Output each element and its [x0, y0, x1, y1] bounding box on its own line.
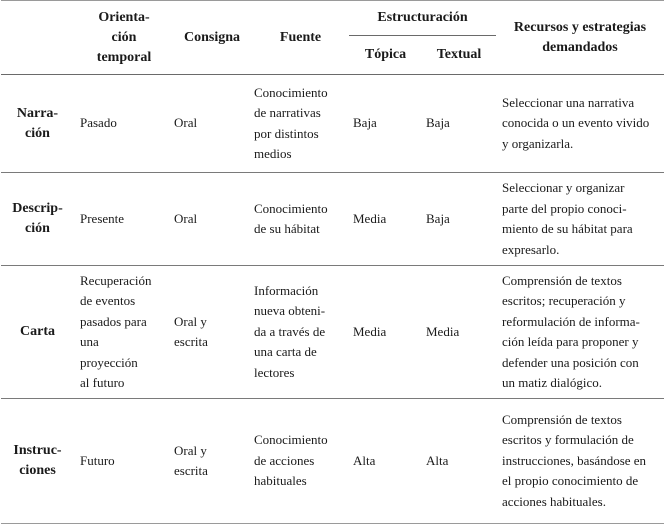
cell-fuente: Información nueva obteni- da a través de una carta de lectores [252, 266, 349, 399]
header-topica: Tópica [349, 36, 422, 75]
table-row [1, 266, 664, 399]
cell-recursos: Comprensión de textos escritos; recuperación y reformulación de informa- ción leída para proponer y defender una posición con un matiz dialógico. [496, 266, 664, 399]
cell-textual: Baja [422, 75, 496, 173]
header-consigna: Consigna [172, 1, 252, 75]
cell-consigna: Oral [172, 75, 252, 173]
cell-consigna: Oral y escrita [172, 399, 252, 524]
cell-recursos: Seleccionar una narrativa conocida o un evento vivido y organizarla. [496, 75, 664, 173]
cell-topica: Baja [349, 75, 422, 173]
cell-topica: Alta [349, 399, 422, 524]
row-label: Carta [1, 266, 76, 399]
header-recursos: Recursos y estrategias demandados [496, 1, 664, 75]
row-label: Narra- ción [1, 75, 76, 173]
cell-orientacion: Futuro [76, 399, 172, 524]
table-row [1, 75, 664, 173]
cell-orientacion: Presente [76, 173, 172, 266]
cell-fuente: Conocimiento de narrativas por distintos medios [252, 75, 349, 173]
header-blank [1, 1, 76, 75]
row-label: Instruc- ciones [1, 399, 76, 524]
cell-recursos: Seleccionar y organizar parte del propio conoci- miento de su hábitat para expresarlo. [496, 173, 664, 266]
cell-orientacion: Recuperación de eventos pasados para una proyección al futuro [76, 266, 172, 399]
cell-consigna: Oral y escrita [172, 266, 252, 399]
cell-textual: Alta [422, 399, 496, 524]
header-orientacion: Orienta- ción temporal [76, 1, 172, 75]
cell-consigna: Oral [172, 173, 252, 266]
cell-topica: Media [349, 173, 422, 266]
row-label: Descrip- ción [1, 173, 76, 266]
cell-recursos: Comprensión de textos escritos y formulación de instrucciones, basándose en el propio conocimiento de acciones habituales. [496, 399, 664, 524]
header-fuente: Fuente [252, 1, 349, 75]
cell-orientacion: Pasado [76, 75, 172, 173]
text-types-table [1, 0, 664, 524]
cell-fuente: Conocimiento de su hábitat [252, 173, 349, 266]
cell-textual: Baja [422, 173, 496, 266]
header-textual: Textual [422, 36, 496, 75]
table-row [1, 173, 664, 266]
cell-fuente: Conocimiento de acciones habituales [252, 399, 349, 524]
cell-topica: Media [349, 266, 422, 399]
table-row [1, 399, 664, 524]
cell-textual: Media [422, 266, 496, 399]
header-estructuracion: Estructuración [349, 1, 496, 36]
